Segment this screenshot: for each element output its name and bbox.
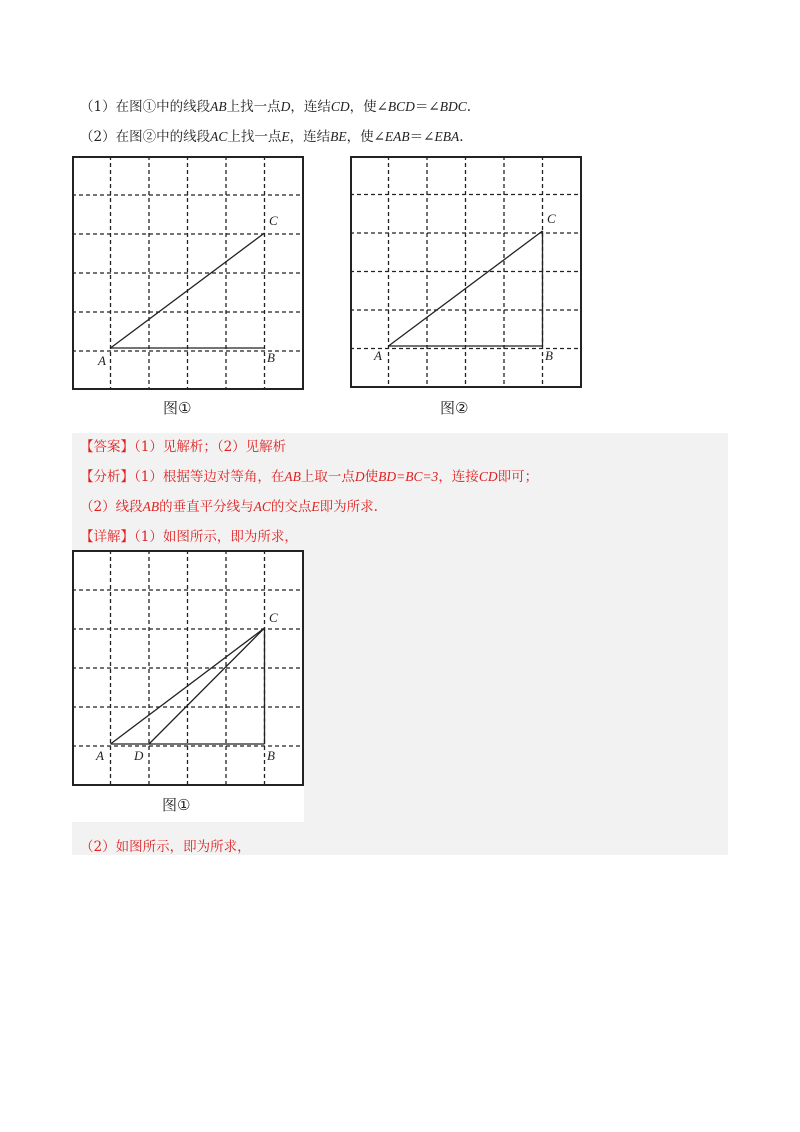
analysis-line-2: （2）线段AB的垂直平分线与AC的交点E即为所求.	[80, 499, 378, 515]
label-b: B	[267, 350, 275, 365]
detail-line-2: （2）如图所示，即为所求，	[80, 839, 251, 855]
detail-line-1: 【详解】（1）如图所示，即为所求，	[80, 529, 298, 545]
solution-figure-caption: 图①	[162, 796, 191, 814]
label-b: B	[545, 348, 553, 363]
answer-line: 【答案】（1）见解析；（2）见解析	[80, 439, 287, 455]
label-c: C	[269, 213, 278, 228]
figure-1-grid	[72, 156, 304, 390]
label-a: A	[374, 348, 382, 363]
figure-2-caption: 图②	[440, 399, 469, 417]
question-2: （2）在图②中的线段AC上找一点E，连结BE，使∠EAB＝∠EBA.	[80, 129, 464, 145]
figure-2-grid	[350, 156, 582, 388]
label-a: A	[96, 748, 104, 763]
segment-dc	[149, 628, 265, 744]
label-a: A	[98, 353, 106, 368]
figure-1	[72, 156, 304, 390]
analysis-line-1: 【分析】（1）根据等边对等角，在AB上取一点D使BD=BC=3，连接CD即可；	[80, 469, 539, 485]
label-c: C	[269, 610, 278, 625]
label-c: C	[547, 211, 556, 226]
solution-figure	[72, 550, 304, 822]
solution-figure-grid	[72, 550, 304, 788]
question-1: （1）在图①中的线段AB上找一点D，连结CD，使∠BCD＝∠BDC.	[80, 99, 472, 115]
figure-1-caption: 图①	[163, 399, 192, 417]
figure-2	[350, 156, 582, 388]
label-d: D	[134, 748, 144, 763]
label-b: B	[267, 748, 275, 763]
